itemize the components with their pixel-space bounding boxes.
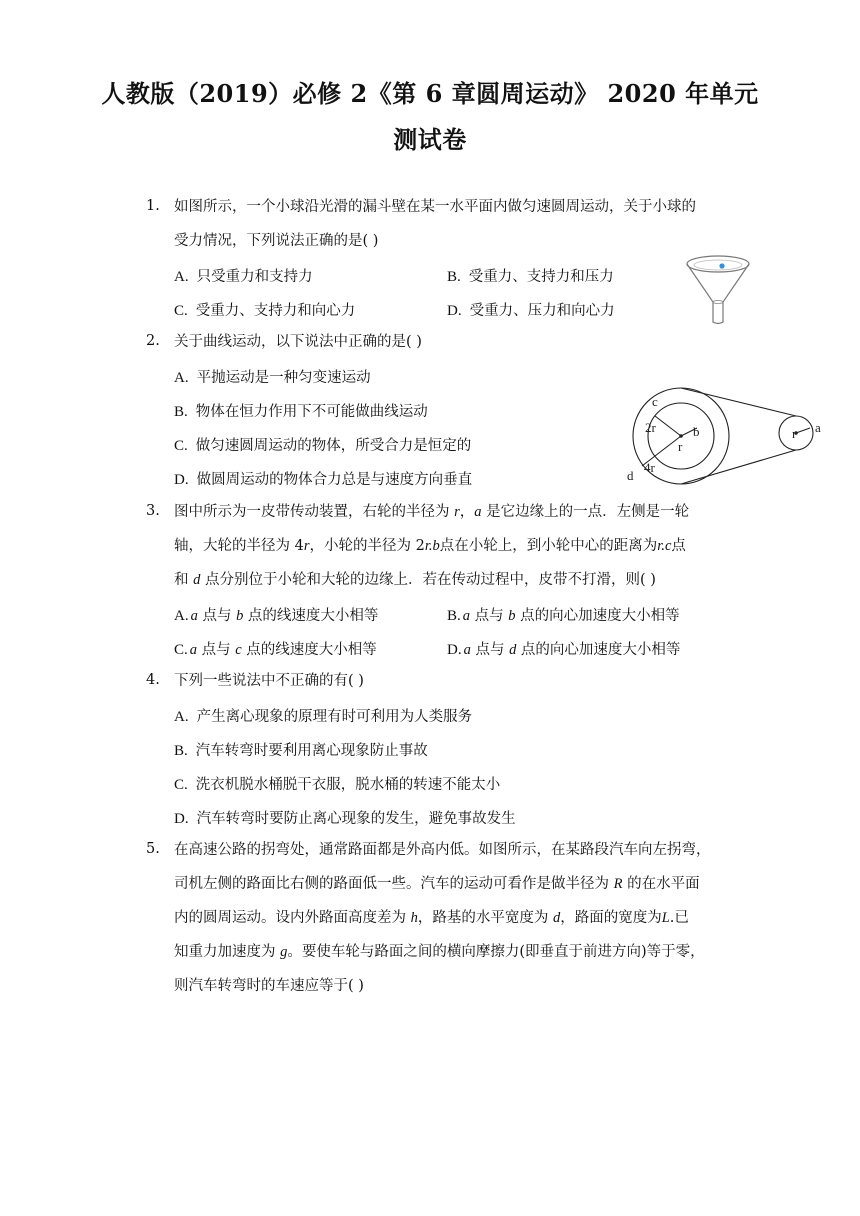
text-run: ，小轮的半径为 2: [309, 538, 425, 554]
q1-option-c: [174, 299, 355, 320]
var-r: r: [657, 538, 662, 554]
q4-option-b: [174, 739, 428, 760]
point-c-label: c: [652, 394, 658, 409]
option-label: A.: [174, 608, 189, 624]
option-label: D.: [447, 303, 462, 319]
option-text: 点与: [470, 608, 509, 624]
option-var: a: [462, 608, 471, 624]
option-text: 点与: [470, 642, 510, 658]
var-R: R: [613, 876, 623, 892]
text-run: 点分别位于小轮和大轮的边缘上．若在传动过程中，皮带不打滑，则( ): [200, 572, 656, 588]
var-c: c: [664, 538, 672, 554]
option-var: c: [235, 642, 242, 658]
option-var: b: [236, 608, 244, 624]
var-d: d: [193, 572, 201, 588]
q5-stem-line4: [174, 942, 705, 962]
text-run: 。要使车轮与路面之间的横向摩擦力(即垂直于前进方向)等于零，: [287, 944, 705, 960]
belt-pulley-figure: [620, 384, 830, 488]
q3-option-c: [174, 638, 377, 659]
option-label: C.: [174, 303, 188, 319]
var-r: r: [303, 538, 310, 554]
q4-number: 4.: [146, 672, 160, 688]
option-text: 受重力、压力和向心力: [469, 303, 615, 319]
q4-stem-line1: 下列一些说法中不正确的有( ): [174, 673, 364, 689]
option-text: 平抛运动是一种匀变速运动: [196, 370, 371, 386]
option-label: D.: [174, 811, 189, 827]
option-text: 汽车转弯时要利用离心现象防止事故: [195, 743, 428, 759]
q1-number: 1.: [146, 198, 160, 214]
option-text: 只受重力和支持力: [196, 269, 313, 285]
q2-stem-line1: 关于曲线运动，以下说法中正确的是( ): [174, 334, 422, 350]
text-run: ，路基的水平宽度为: [417, 910, 553, 926]
q2-option-c: [174, 434, 471, 455]
option-text: 洗衣机脱水桶脱干衣服，脱水桶的转速不能太小: [195, 777, 501, 793]
q4-option-a: [174, 705, 472, 726]
text-run: 内的圆周运动。设内外路面高度差为: [174, 910, 411, 926]
text-run: 图中所示为一皮带传动装置，右轮的半径为: [174, 504, 455, 520]
q1-stem-line2: 受力情况，下列说法正确的是( ): [174, 233, 379, 249]
q2-number: 2.: [146, 333, 160, 349]
option-text: 点与: [197, 642, 236, 658]
q3-option-d: [447, 638, 680, 659]
q3-option-a: [174, 604, 378, 625]
option-text: 做匀速圆周运动的物体，所受合力是恒定的: [195, 438, 472, 454]
page-title-line1: 人教版（2019）必修 2《第 6 章圆周运动》 2020 年单元: [101, 79, 759, 108]
option-label: B.: [174, 404, 188, 420]
q4-option-c: [174, 773, 500, 794]
option-label: B.: [447, 269, 461, 285]
var-d: d: [552, 910, 561, 926]
text-run: .: [661, 538, 665, 554]
point-a-label: a: [815, 420, 821, 435]
option-text: 点的向心加速度大小相等: [516, 642, 681, 658]
q5-number: 5.: [146, 841, 160, 857]
text-run: .: [428, 538, 433, 554]
option-var: a: [463, 642, 471, 658]
option-var: a: [190, 608, 198, 624]
option-label: C.: [174, 438, 188, 454]
q1-option-b: [447, 265, 614, 286]
option-text: 受重力、支持力和压力: [468, 269, 614, 285]
option-label: D.: [447, 642, 462, 658]
ball-icon: [719, 263, 724, 268]
text-run: 点在小轮上，到小轮中心的距离为: [439, 538, 658, 554]
text-run: 点: [671, 538, 686, 554]
q1-option-a: [174, 265, 313, 286]
q5-stem-line2: [174, 874, 700, 894]
text-run: ，: [459, 504, 475, 520]
option-var: b: [508, 608, 516, 624]
q3-option-b: [447, 604, 680, 625]
q1-stem-line1: 如图所示，一个小球沿光滑的漏斗壁在某一水平面内做匀速圆周运动，关于小球的: [174, 199, 696, 215]
q3-stem-line3: [174, 570, 656, 590]
q5-stem-line5: 则汽车转弯时的车速应等于( ): [174, 978, 364, 994]
option-var: a: [189, 642, 198, 658]
option-text: 物体在恒力作用下不可能做曲线运动: [195, 404, 428, 420]
var-g: g: [280, 944, 288, 960]
radius-r-label: r: [678, 439, 683, 454]
q2-option-a: [174, 366, 371, 387]
point-b-label: b: [693, 424, 700, 439]
option-label: A.: [174, 269, 189, 285]
q1-option-d: [447, 299, 615, 320]
text-run: 是它边缘上的一点．左侧是一轮: [481, 504, 690, 520]
text-run: .已: [669, 910, 689, 926]
var-r: r: [454, 504, 460, 520]
q3-stem-line2: [174, 536, 686, 556]
option-text: 做圆周运动的物体合力总是与速度方向垂直: [196, 472, 473, 488]
page-title-line2: 测试卷: [393, 125, 467, 154]
right-radius-r-label: r: [792, 426, 797, 441]
q3-number: 3.: [146, 503, 160, 519]
option-label: B.: [174, 743, 188, 759]
option-text: 点的线速度大小相等: [243, 608, 379, 624]
option-label: A.: [174, 370, 189, 386]
text-run: 司机左侧的路面比右侧的路面低一些。汽车的运动可看作是做半径为: [174, 876, 614, 892]
var-b: b: [432, 538, 440, 554]
q5-stem-line3: [174, 908, 689, 928]
option-text: 受重力、支持力和向心力: [195, 303, 356, 319]
option-text: 点的向心加速度大小相等: [515, 608, 680, 624]
text-run: 的在水平面: [622, 876, 700, 892]
radius-4r-label: 4r: [644, 460, 655, 475]
point-d-label: d: [627, 468, 634, 483]
option-label: A.: [174, 709, 189, 725]
text-run: 知重力加速度为: [174, 944, 281, 960]
option-text: 点与: [197, 608, 237, 624]
q4-option-d: [174, 807, 516, 828]
text-run: 轴，大轮的半径为 4: [174, 538, 304, 554]
q2-option-b: [174, 400, 428, 421]
q2-option-d: [174, 468, 472, 489]
option-text: 点的线速度大小相等: [241, 642, 377, 658]
radius-2r-label: 2r: [645, 420, 656, 435]
text-run: ，路面的宽度为: [560, 910, 662, 926]
option-text: 汽车转弯时要防止离心现象的发生，避免事故发生: [196, 811, 516, 827]
var-h: h: [410, 910, 418, 926]
option-label: B.: [447, 608, 461, 624]
var-a: a: [474, 504, 482, 520]
option-text: 产生离心现象的原理有时可利用为人类服务: [196, 709, 473, 725]
q5-stem-line1: 在高速公路的拐弯处，通常路面都是外高内低。如图所示，在某路段汽车向左拐弯，: [174, 842, 711, 858]
var-r: r: [424, 538, 429, 554]
option-label: C.: [174, 777, 188, 793]
option-var: d: [509, 642, 517, 658]
text-run: 和: [174, 572, 194, 588]
q3-stem-line1: [174, 502, 689, 522]
option-label: C.: [174, 642, 188, 658]
funnel-figure: [682, 252, 754, 328]
option-label: D.: [174, 472, 189, 488]
var-L: L: [661, 910, 670, 926]
